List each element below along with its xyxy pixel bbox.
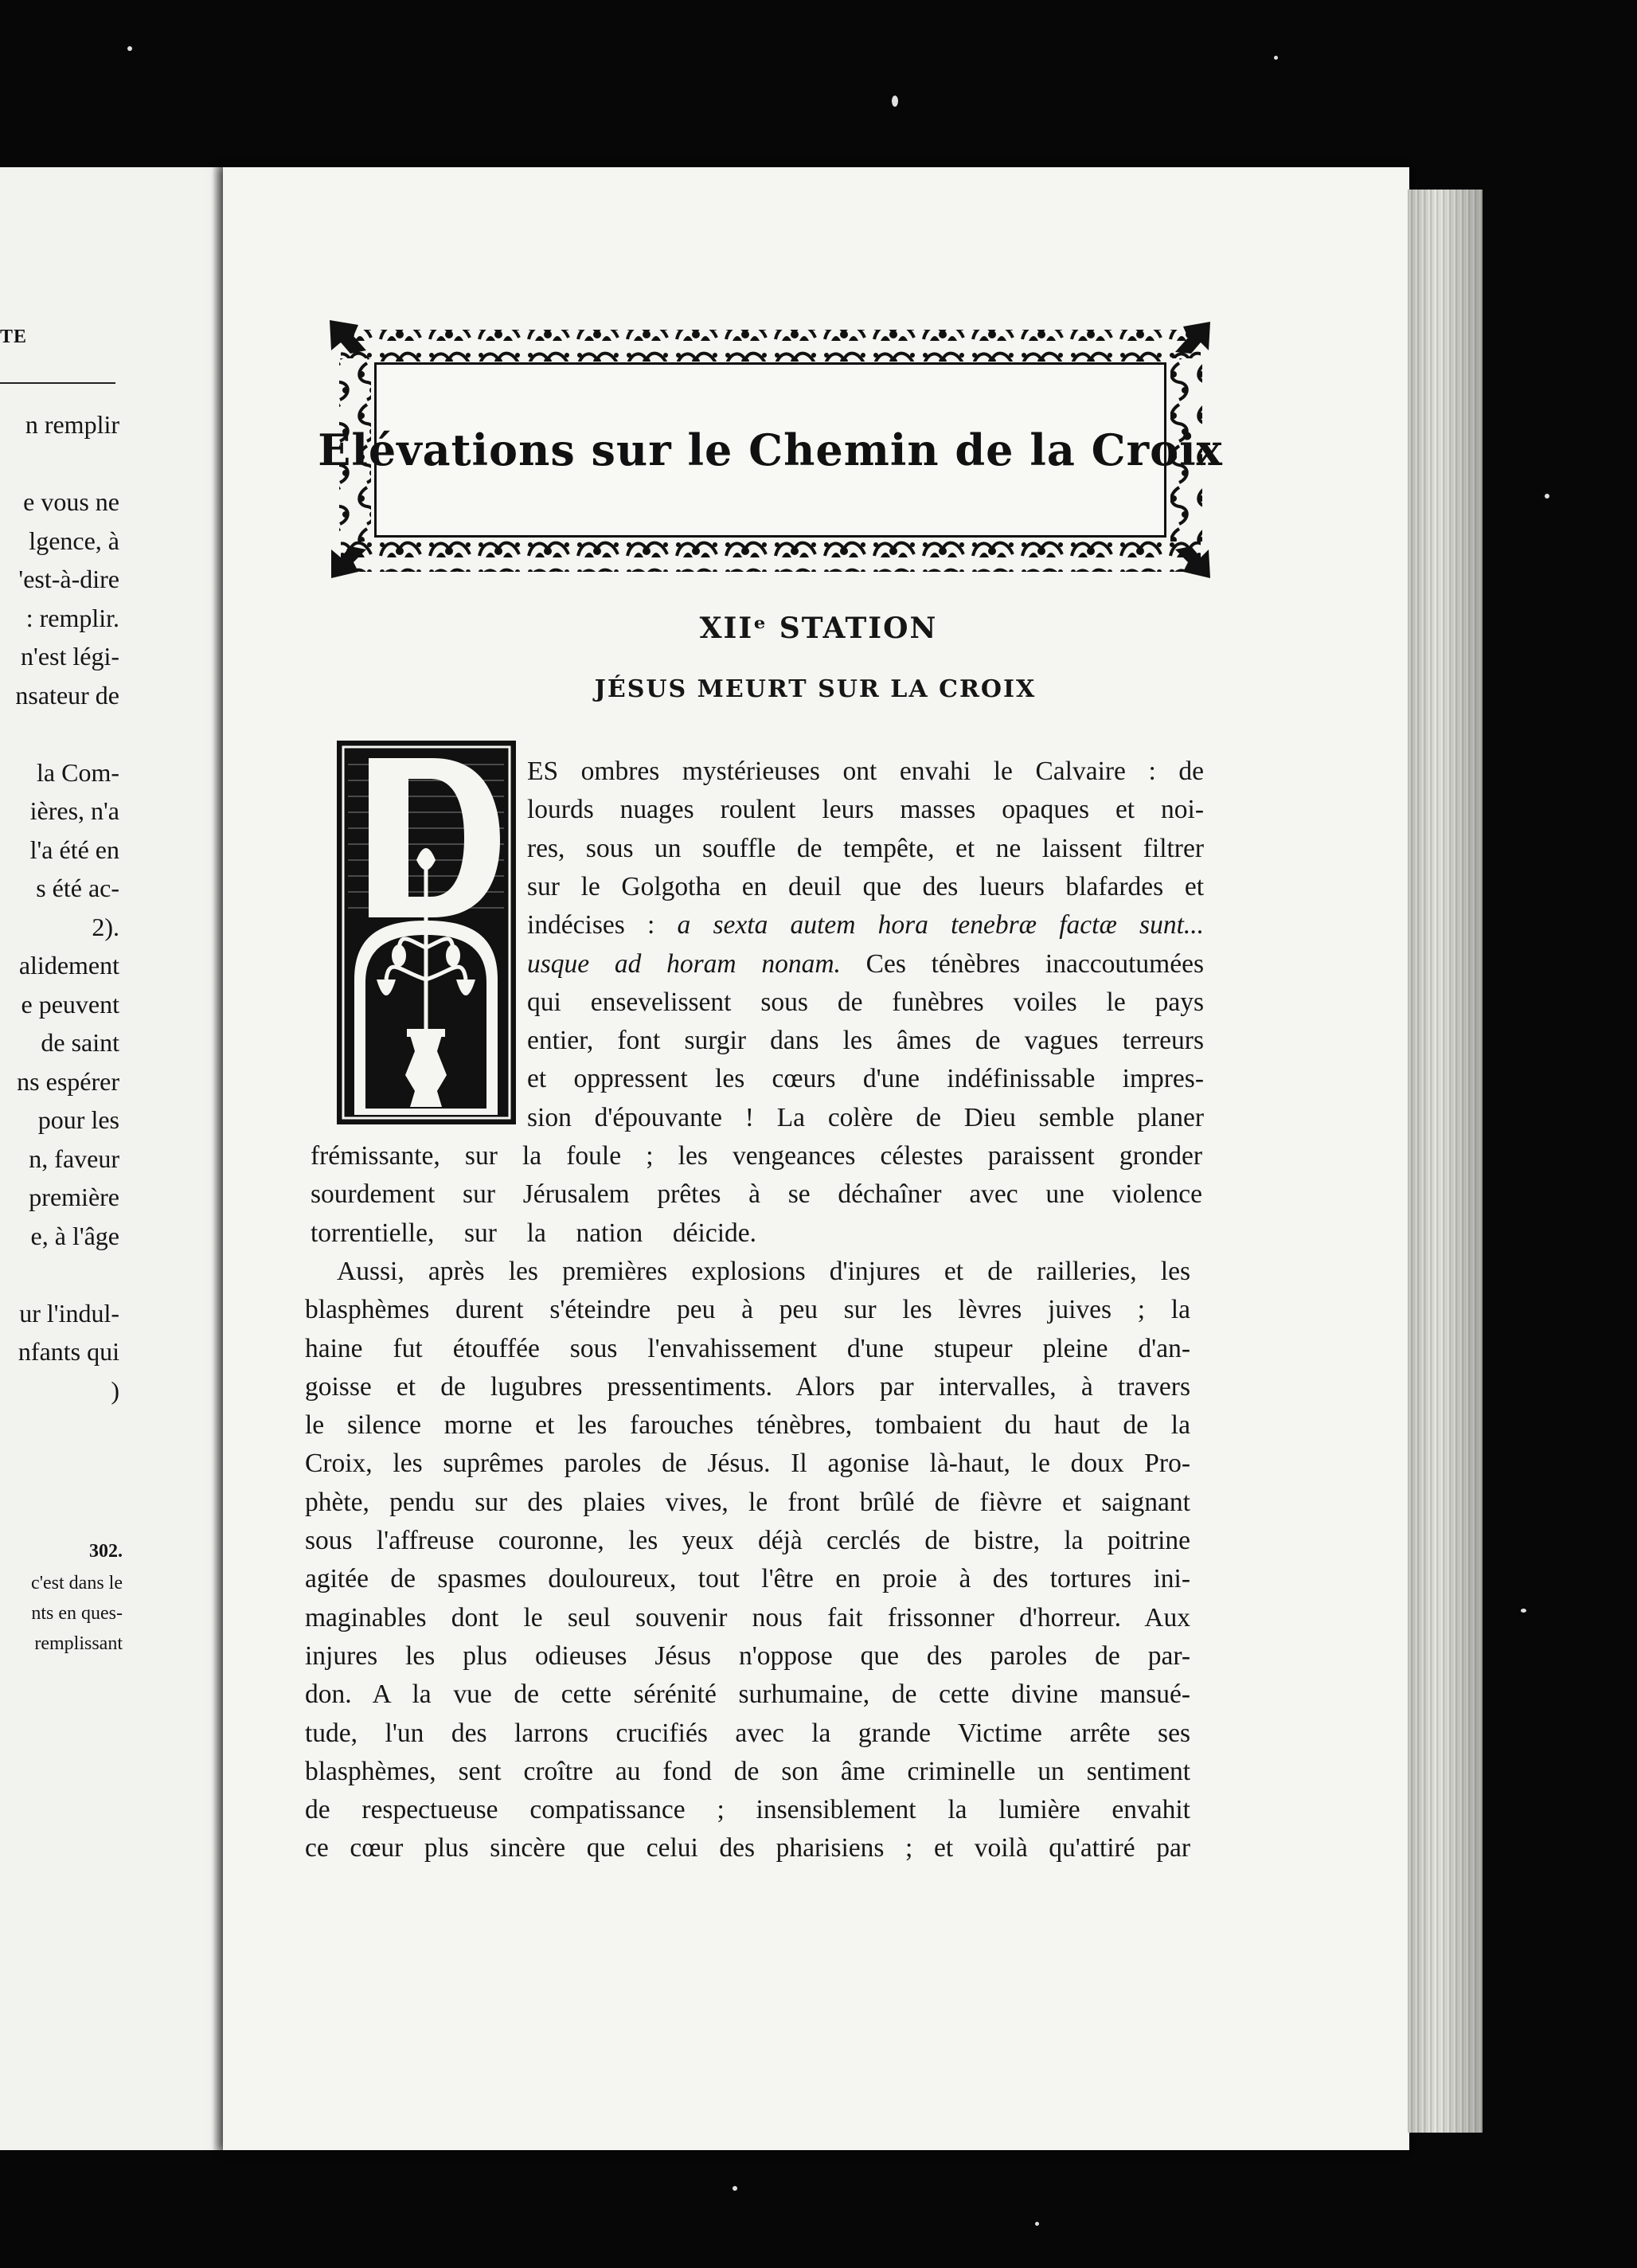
body-line: frémissante, sur la foule ; les vengeances célestes paraissent gronder: [311, 1141, 1202, 1171]
station-heading: XIIᵉ STATION: [699, 612, 938, 645]
body-line: haine fut étouffée sous l'envahissement d'une stupeur pleine d'an-: [305, 1333, 1190, 1363]
body-line: phète, pendu sur des plaies vives, le front brûlé de fièvre et saignant: [305, 1487, 1190, 1517]
dust-speck: [1035, 2222, 1039, 2226]
left-page-line: ns espérer: [17, 1066, 119, 1096]
left-page-line: la Com-: [37, 757, 119, 787]
body-line: usque ad horam nonam. Ces ténèbres inaccoutumées: [527, 948, 1204, 979]
body-line: blasphèmes, sent croître au fond de son âme criminelle un sentiment: [305, 1756, 1190, 1786]
left-page-line: ur l'indul-: [19, 1298, 119, 1328]
page-title: Elévations sur le Chemin de la Croix: [318, 424, 1223, 475]
body-line: maginables dont le seul souvenir nous fait frissonner d'horreur. Aux: [305, 1602, 1190, 1633]
body-line: ce cœur plus sincère que celui des pharisiens ; et voilà qu'attiré par: [305, 1833, 1190, 1863]
body-line: Croix, les suprêmes paroles de Jésus. Il agonise là-haut, le doux Pro-: [305, 1449, 1190, 1479]
left-page-line: e, à l'âge: [30, 1221, 119, 1250]
page-stack-edge: [1408, 190, 1483, 2133]
left-page-line: pour les: [37, 1105, 119, 1134]
left-page-rule: [0, 382, 115, 384]
body-line: Aussi, après les premières explosions d'injures et de railleries, les: [337, 1256, 1190, 1286]
left-page-line: première: [29, 1183, 119, 1211]
dust-speck: [733, 2186, 737, 2191]
left-page-line: nfants qui: [18, 1337, 119, 1366]
chapter-subtitle: JÉSUS MEURT SUR LA CROIX: [594, 675, 1037, 703]
body-line: torrentielle, sur la nation déicide.: [311, 1218, 756, 1248]
left-page-line: nsateur de: [15, 680, 119, 710]
body-line: lourds nuages roulent leurs masses opaques et noi-: [527, 795, 1204, 825]
title-frame: [318, 319, 1223, 581]
body-line: sur le Golgotha en deuil que des lueurs blafardes et: [527, 871, 1204, 901]
dust-speck: [127, 46, 132, 51]
body-line: sion d'épouvante ! La colère de Dieu semble planer: [527, 1102, 1204, 1132]
left-page-line: ): [111, 1375, 119, 1405]
body-line: don. A la vue de cette sérénité surhumaine, de cette divine mansué-: [305, 1679, 1190, 1710]
body-line: goisse et de lugubres pressentiments. Alors par intervalles, à travers: [305, 1371, 1190, 1402]
title-box: [318, 362, 1223, 538]
body-line: injures les plus odieuses Jésus n'oppose que des paroles de par-: [305, 1640, 1190, 1671]
left-page-line: 'est-à-dire: [18, 565, 119, 593]
left-page-line: n remplir: [25, 410, 119, 439]
body-line: sourdement sur Jérusalem prêtes à se déchaîner avec une violence: [311, 1179, 1202, 1210]
left-page-header: TE: [0, 327, 28, 347]
left-page: [0, 167, 223, 2150]
left-page-line: : remplir.: [25, 603, 119, 632]
dust-speck: [1545, 494, 1549, 499]
dust-speck: [892, 96, 898, 107]
dropcap-illustration: [337, 741, 516, 1124]
body-line: entier, font surgir dans les âmes de vagues terreurs: [527, 1026, 1204, 1056]
body-line: sous l'affreuse couronne, les yeux déjà cerclés de bistre, la poitrine: [305, 1526, 1190, 1555]
left-page-line: s été ac-: [36, 874, 119, 902]
body-line: ES ombres mystérieuses ont envahi le Calvaire : de: [527, 757, 1204, 786]
body-line: tude, l'un des larrons crucifiés avec la grande Victime arrête ses: [305, 1718, 1190, 1748]
left-page-line: ières, n'a: [29, 796, 119, 825]
body-line: blasphèmes durent s'éteindre peu à peu sur les lèvres juives ; la: [305, 1295, 1190, 1325]
left-footnote-line: remplissant: [34, 1633, 123, 1654]
body-line: qui ensevelissent sous de funèbres voiles le pays: [527, 987, 1204, 1017]
body-line: et oppressent les cœurs d'une indéfinissable impres-: [527, 1064, 1204, 1094]
left-page-line: n, faveur: [29, 1144, 119, 1173]
left-footnote-number: 302.: [89, 1541, 123, 1562]
left-page-line: 2).: [92, 912, 119, 941]
left-page-line: e vous ne: [23, 487, 119, 516]
body-line: agitée de spasmes douloureux, tout l'être en proie à des tortures ini-: [305, 1564, 1190, 1594]
left-footnote-line: c'est dans le: [31, 1573, 123, 1593]
left-page-line: alidement: [18, 951, 119, 980]
left-footnote-line: nts en ques-: [31, 1603, 123, 1624]
dust-speck: [1521, 1609, 1526, 1613]
left-page-line: e peuvent: [21, 989, 119, 1019]
left-page-line: de saint: [41, 1028, 119, 1057]
body-line: indécises : a sexta autem hora tenebræ factæ sunt...: [527, 910, 1204, 940]
left-page-line: lgence, à: [29, 526, 119, 555]
body-line: le silence morne et les farouches ténèbres, tombaient du haut de la: [305, 1410, 1190, 1441]
body-line: res, sous un souffle de tempête, et ne laissent filtrer: [527, 833, 1204, 863]
left-page-line: n'est légi-: [21, 642, 119, 671]
body-line: de respectueuse compatissance ; insensiblement la lumière envahit: [305, 1795, 1190, 1825]
left-page-line: l'a été en: [29, 835, 119, 864]
dust-speck: [1274, 56, 1278, 60]
